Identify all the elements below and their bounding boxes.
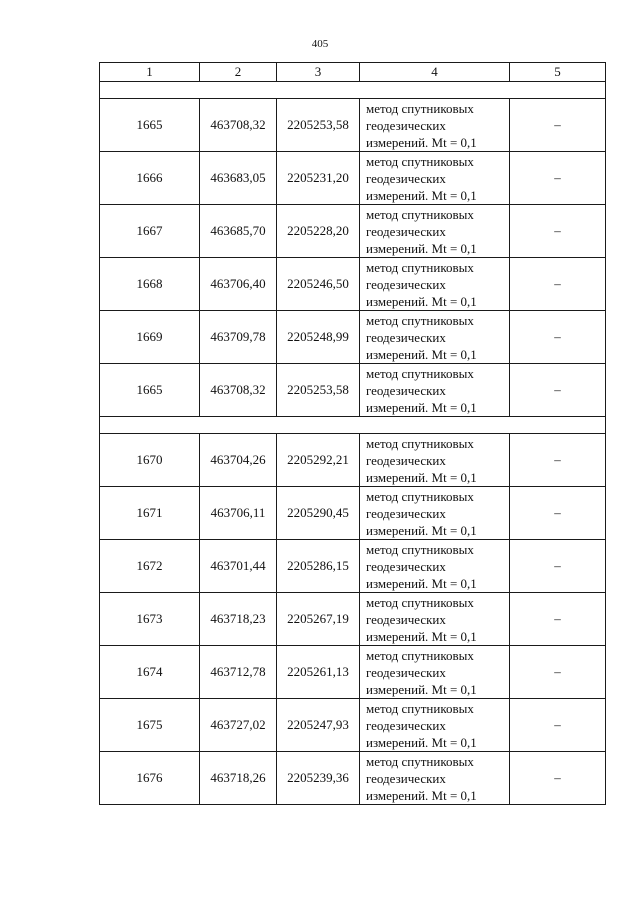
- method-line: метод спутниковых: [366, 753, 474, 769]
- method-line: измерений. Mt = 0,1: [366, 293, 477, 309]
- method-cell: [360, 699, 510, 752]
- note-cell: –: [510, 434, 606, 487]
- method-cell: [360, 364, 510, 417]
- note-cell: –: [510, 752, 606, 805]
- x-coordinate-cell: 463709,78: [200, 311, 277, 364]
- method-line: геодезических: [366, 223, 446, 239]
- method-cell: [360, 258, 510, 311]
- x-coordinate-cell: 463718,23: [200, 593, 277, 646]
- x-coordinate-cell: 463727,02: [200, 699, 277, 752]
- method-line: измерений. Mt = 0,1: [366, 134, 477, 150]
- method-line: метод спутниковых: [366, 259, 474, 275]
- header-row: [100, 63, 606, 82]
- method-line: измерений. Mt = 0,1: [366, 240, 477, 256]
- x-coordinate-cell: 463706,40: [200, 258, 277, 311]
- y-coordinate-cell: 2205231,20: [277, 152, 360, 205]
- point-number-cell: 1667: [100, 205, 200, 258]
- table-row: [100, 540, 606, 593]
- method-cell: [360, 434, 510, 487]
- note-cell: –: [510, 258, 606, 311]
- section-separator-row: [100, 417, 606, 434]
- section-separator-row: [100, 82, 606, 99]
- header-col-3: 3: [277, 63, 360, 82]
- method-line: измерений. Mt = 0,1: [366, 399, 477, 415]
- y-coordinate-cell: 2205286,15: [277, 540, 360, 593]
- method-line: геодезических: [366, 664, 446, 680]
- header-col-1: 1: [100, 63, 200, 82]
- y-coordinate-cell: 2205247,93: [277, 699, 360, 752]
- header-col-4: 4: [360, 63, 510, 82]
- point-number-cell: 1673: [100, 593, 200, 646]
- note-cell: –: [510, 699, 606, 752]
- note-cell: –: [510, 593, 606, 646]
- table-row: [100, 434, 606, 487]
- method-line: метод спутниковых: [366, 488, 474, 504]
- method-line: метод спутниковых: [366, 435, 474, 451]
- x-coordinate-cell: 463683,05: [200, 152, 277, 205]
- method-cell: [360, 311, 510, 364]
- header-col-2: 2: [200, 63, 277, 82]
- y-coordinate-cell: 2205292,21: [277, 434, 360, 487]
- point-number-cell: 1671: [100, 487, 200, 540]
- y-coordinate-cell: 2205246,50: [277, 258, 360, 311]
- method-line: геодезических: [366, 452, 446, 468]
- method-line: геодезических: [366, 276, 446, 292]
- note-cell: –: [510, 364, 606, 417]
- point-number-cell: 1668: [100, 258, 200, 311]
- method-cell: [360, 752, 510, 805]
- section-separator-cell: [100, 417, 606, 434]
- table-row: [100, 699, 606, 752]
- table-row: [100, 311, 606, 364]
- method-line: геодезических: [366, 117, 446, 133]
- point-number-cell: 1672: [100, 540, 200, 593]
- y-coordinate-cell: 2205253,58: [277, 364, 360, 417]
- note-cell: –: [510, 311, 606, 364]
- point-number-cell: 1670: [100, 434, 200, 487]
- note-cell: –: [510, 487, 606, 540]
- method-line: геодезических: [366, 170, 446, 186]
- table-row: [100, 752, 606, 805]
- method-line: метод спутниковых: [366, 100, 474, 116]
- method-line: измерений. Mt = 0,1: [366, 187, 477, 203]
- method-line: метод спутниковых: [366, 312, 474, 328]
- point-number-cell: 1674: [100, 646, 200, 699]
- table-row: [100, 99, 606, 152]
- method-line: измерений. Mt = 0,1: [366, 787, 477, 803]
- table-row: [100, 593, 606, 646]
- point-number-cell: 1669: [100, 311, 200, 364]
- note-cell: –: [510, 646, 606, 699]
- method-line: метод спутниковых: [366, 206, 474, 222]
- method-cell: [360, 487, 510, 540]
- y-coordinate-cell: 2205248,99: [277, 311, 360, 364]
- y-coordinate-cell: 2205239,36: [277, 752, 360, 805]
- table-row: [100, 152, 606, 205]
- x-coordinate-cell: 463708,32: [200, 364, 277, 417]
- x-coordinate-cell: 463685,70: [200, 205, 277, 258]
- method-cell: [360, 540, 510, 593]
- method-cell: [360, 593, 510, 646]
- header-col-5: 5: [510, 63, 606, 82]
- method-line: геодезических: [366, 717, 446, 733]
- x-coordinate-cell: 463704,26: [200, 434, 277, 487]
- section-separator-cell: [100, 82, 606, 99]
- table-row: [100, 487, 606, 540]
- method-line: геодезических: [366, 505, 446, 521]
- note-cell: –: [510, 205, 606, 258]
- x-coordinate-cell: 463708,32: [200, 99, 277, 152]
- y-coordinate-cell: 2205228,20: [277, 205, 360, 258]
- method-line: измерений. Mt = 0,1: [366, 346, 477, 362]
- method-line: геодезических: [366, 770, 446, 786]
- method-line: измерений. Mt = 0,1: [366, 628, 477, 644]
- method-line: метод спутниковых: [366, 153, 474, 169]
- note-cell: –: [510, 540, 606, 593]
- method-line: геодезических: [366, 329, 446, 345]
- x-coordinate-cell: 463718,26: [200, 752, 277, 805]
- method-line: геодезических: [366, 382, 446, 398]
- method-cell: [360, 205, 510, 258]
- note-cell: –: [510, 152, 606, 205]
- y-coordinate-cell: 2205267,19: [277, 593, 360, 646]
- page-number: 405: [311, 38, 329, 50]
- method-line: измерений. Mt = 0,1: [366, 469, 477, 485]
- method-line: метод спутниковых: [366, 647, 474, 663]
- x-coordinate-cell: 463706,11: [200, 487, 277, 540]
- method-line: метод спутниковых: [366, 365, 474, 381]
- method-cell: [360, 646, 510, 699]
- y-coordinate-cell: 2205261,13: [277, 646, 360, 699]
- table-row: [100, 646, 606, 699]
- method-line: геодезических: [366, 558, 446, 574]
- method-cell: [360, 152, 510, 205]
- point-number-cell: 1666: [100, 152, 200, 205]
- method-cell: [360, 99, 510, 152]
- method-line: геодезических: [366, 611, 446, 627]
- y-coordinate-cell: 2205253,58: [277, 99, 360, 152]
- x-coordinate-cell: 463712,78: [200, 646, 277, 699]
- method-line: измерений. Mt = 0,1: [366, 575, 477, 591]
- method-line: метод спутниковых: [366, 594, 474, 610]
- coordinates-table: [99, 62, 606, 805]
- table-row: [100, 364, 606, 417]
- table-row: [100, 205, 606, 258]
- point-number-cell: 1676: [100, 752, 200, 805]
- coordinates-table-body: [100, 63, 606, 805]
- method-line: метод спутниковых: [366, 541, 474, 557]
- method-line: измерений. Mt = 0,1: [366, 734, 477, 750]
- method-line: измерений. Mt = 0,1: [366, 681, 477, 697]
- point-number-cell: 1675: [100, 699, 200, 752]
- point-number-cell: 1665: [100, 99, 200, 152]
- method-line: метод спутниковых: [366, 700, 474, 716]
- point-number-cell: 1665: [100, 364, 200, 417]
- method-line: измерений. Mt = 0,1: [366, 522, 477, 538]
- table-row: [100, 258, 606, 311]
- y-coordinate-cell: 2205290,45: [277, 487, 360, 540]
- note-cell: –: [510, 99, 606, 152]
- x-coordinate-cell: 463701,44: [200, 540, 277, 593]
